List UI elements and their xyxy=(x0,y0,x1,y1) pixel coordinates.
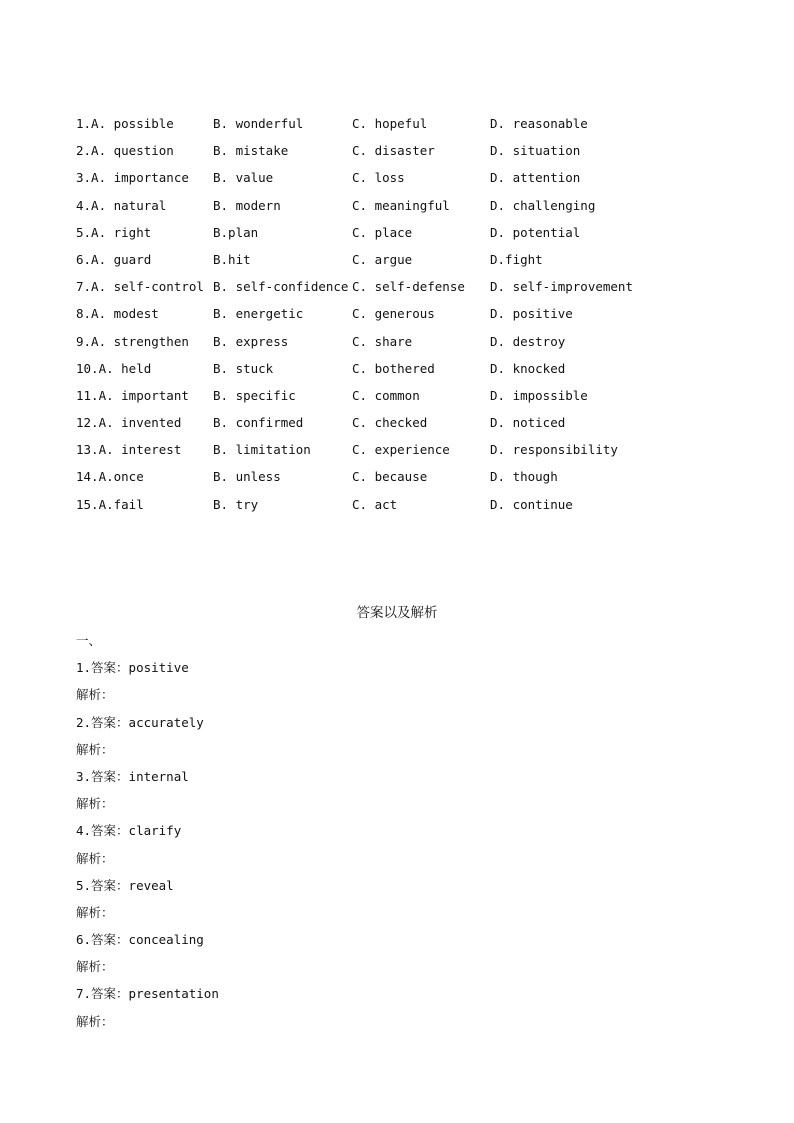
option-b: B. energetic xyxy=(213,306,304,322)
option-c: C. argue xyxy=(352,251,413,267)
option-b: B. wonderful xyxy=(213,116,304,131)
answer-line: 5.答案：reveal xyxy=(76,877,174,893)
analysis-line: 解析： xyxy=(76,959,114,975)
analysis-line: 解析： xyxy=(76,850,114,866)
section-label: 一、 xyxy=(76,633,102,648)
option-b: B. unless xyxy=(213,469,281,485)
option-a: 12.A. invented xyxy=(76,415,182,431)
option-b: B. limitation xyxy=(213,442,311,458)
option-c: C. hopeful xyxy=(352,116,428,131)
option-b: B. value xyxy=(213,170,274,186)
option-a: 13.A. interest xyxy=(76,442,182,458)
question-row-11 xyxy=(76,387,756,414)
option-d: D. noticed xyxy=(490,415,566,431)
option-a: 10.A. held xyxy=(76,360,152,376)
option-b: B. specific xyxy=(213,387,296,403)
option-d: D. challenging xyxy=(490,197,596,213)
answer-line: 7.答案：presentation xyxy=(76,986,219,1002)
option-c: C. experience xyxy=(352,442,450,458)
analysis-line: 解析： xyxy=(76,741,114,757)
option-d: D. self-improvement xyxy=(490,279,633,295)
question-row-8 xyxy=(76,305,756,332)
option-c: C. loss xyxy=(352,170,405,186)
answers-list xyxy=(76,631,716,1039)
option-c: C. because xyxy=(352,469,428,485)
answer-line: 3.答案：internal xyxy=(76,768,189,784)
option-d: D.fight xyxy=(490,251,543,267)
question-row-10 xyxy=(76,360,756,387)
option-a: 7.A. self-control xyxy=(76,279,204,295)
option-c: C. act xyxy=(352,496,398,512)
analysis-line: 解析： xyxy=(76,904,114,920)
option-d: D. situation xyxy=(490,143,581,159)
question-row-15 xyxy=(76,496,756,523)
question-row-4 xyxy=(76,197,756,224)
question-row-9 xyxy=(76,333,756,360)
answer-line: 2.答案：accurately xyxy=(76,714,204,730)
question-row-2 xyxy=(76,142,756,169)
option-d: D. attention xyxy=(490,170,581,186)
option-b: B. self-confidence xyxy=(213,279,349,295)
question-row-1 xyxy=(76,115,756,142)
option-c: C. generous xyxy=(352,306,435,322)
option-b: B. mistake xyxy=(213,143,289,159)
answer-line: 6.答案：concealing xyxy=(76,932,204,948)
option-b: B. confirmed xyxy=(213,415,304,431)
option-a: 3.A. importance xyxy=(76,170,189,186)
option-a: 11.A. important xyxy=(76,387,189,403)
option-c: C. meaningful xyxy=(352,197,450,213)
question-row-5 xyxy=(76,224,756,251)
option-d: D. knocked xyxy=(490,360,566,376)
option-c: C. checked xyxy=(352,415,428,431)
option-d: D. continue xyxy=(490,496,573,512)
analysis-line: 解析： xyxy=(76,1013,114,1029)
option-c: C. self-defense xyxy=(352,279,465,295)
option-d: D. potential xyxy=(490,224,581,240)
option-a: 1.A. possible xyxy=(76,116,174,131)
option-a: 4.A. natural xyxy=(76,197,167,213)
answers-heading: 答案以及解析 xyxy=(356,605,438,621)
option-a: 8.A. modest xyxy=(76,306,159,322)
option-c: C. disaster xyxy=(352,143,435,159)
option-d: D. though xyxy=(490,469,558,485)
option-d: D. responsibility xyxy=(490,442,618,458)
option-c: C. place xyxy=(352,224,413,240)
question-row-6 xyxy=(76,251,756,278)
option-b: B. modern xyxy=(213,197,281,213)
option-a: 6.A. guard xyxy=(76,251,152,267)
option-b: B. try xyxy=(213,496,259,512)
option-d: D. reasonable xyxy=(490,116,588,131)
option-a: 9.A. strengthen xyxy=(76,333,189,349)
question-row-14 xyxy=(76,468,756,495)
option-d: D. impossible xyxy=(490,387,588,403)
option-b: B. stuck xyxy=(213,360,274,376)
question-row-12 xyxy=(76,414,756,441)
answer-line: 1.答案：positive xyxy=(76,660,189,676)
option-a: 5.A. right xyxy=(76,224,152,240)
option-c: C. bothered xyxy=(352,360,435,376)
analysis-line: 解析： xyxy=(76,687,114,703)
option-d: D. positive xyxy=(490,306,573,322)
option-a: 14.A.once xyxy=(76,469,144,485)
option-b: B.hit xyxy=(213,251,251,267)
option-b: B.plan xyxy=(213,224,259,240)
answer-line: 4.答案：clarify xyxy=(76,823,182,839)
question-row-7 xyxy=(76,278,756,305)
option-c: C. common xyxy=(352,387,420,403)
question-row-13 xyxy=(76,441,756,468)
question-row-3 xyxy=(76,169,756,196)
option-b: B. express xyxy=(213,333,289,349)
option-c: C. share xyxy=(352,333,413,349)
analysis-line: 解析： xyxy=(76,796,114,812)
option-d: D. destroy xyxy=(490,333,566,349)
option-a: 15.A.fail xyxy=(76,496,144,512)
multiple-choice-options xyxy=(76,115,756,523)
option-a: 2.A. question xyxy=(76,143,174,159)
